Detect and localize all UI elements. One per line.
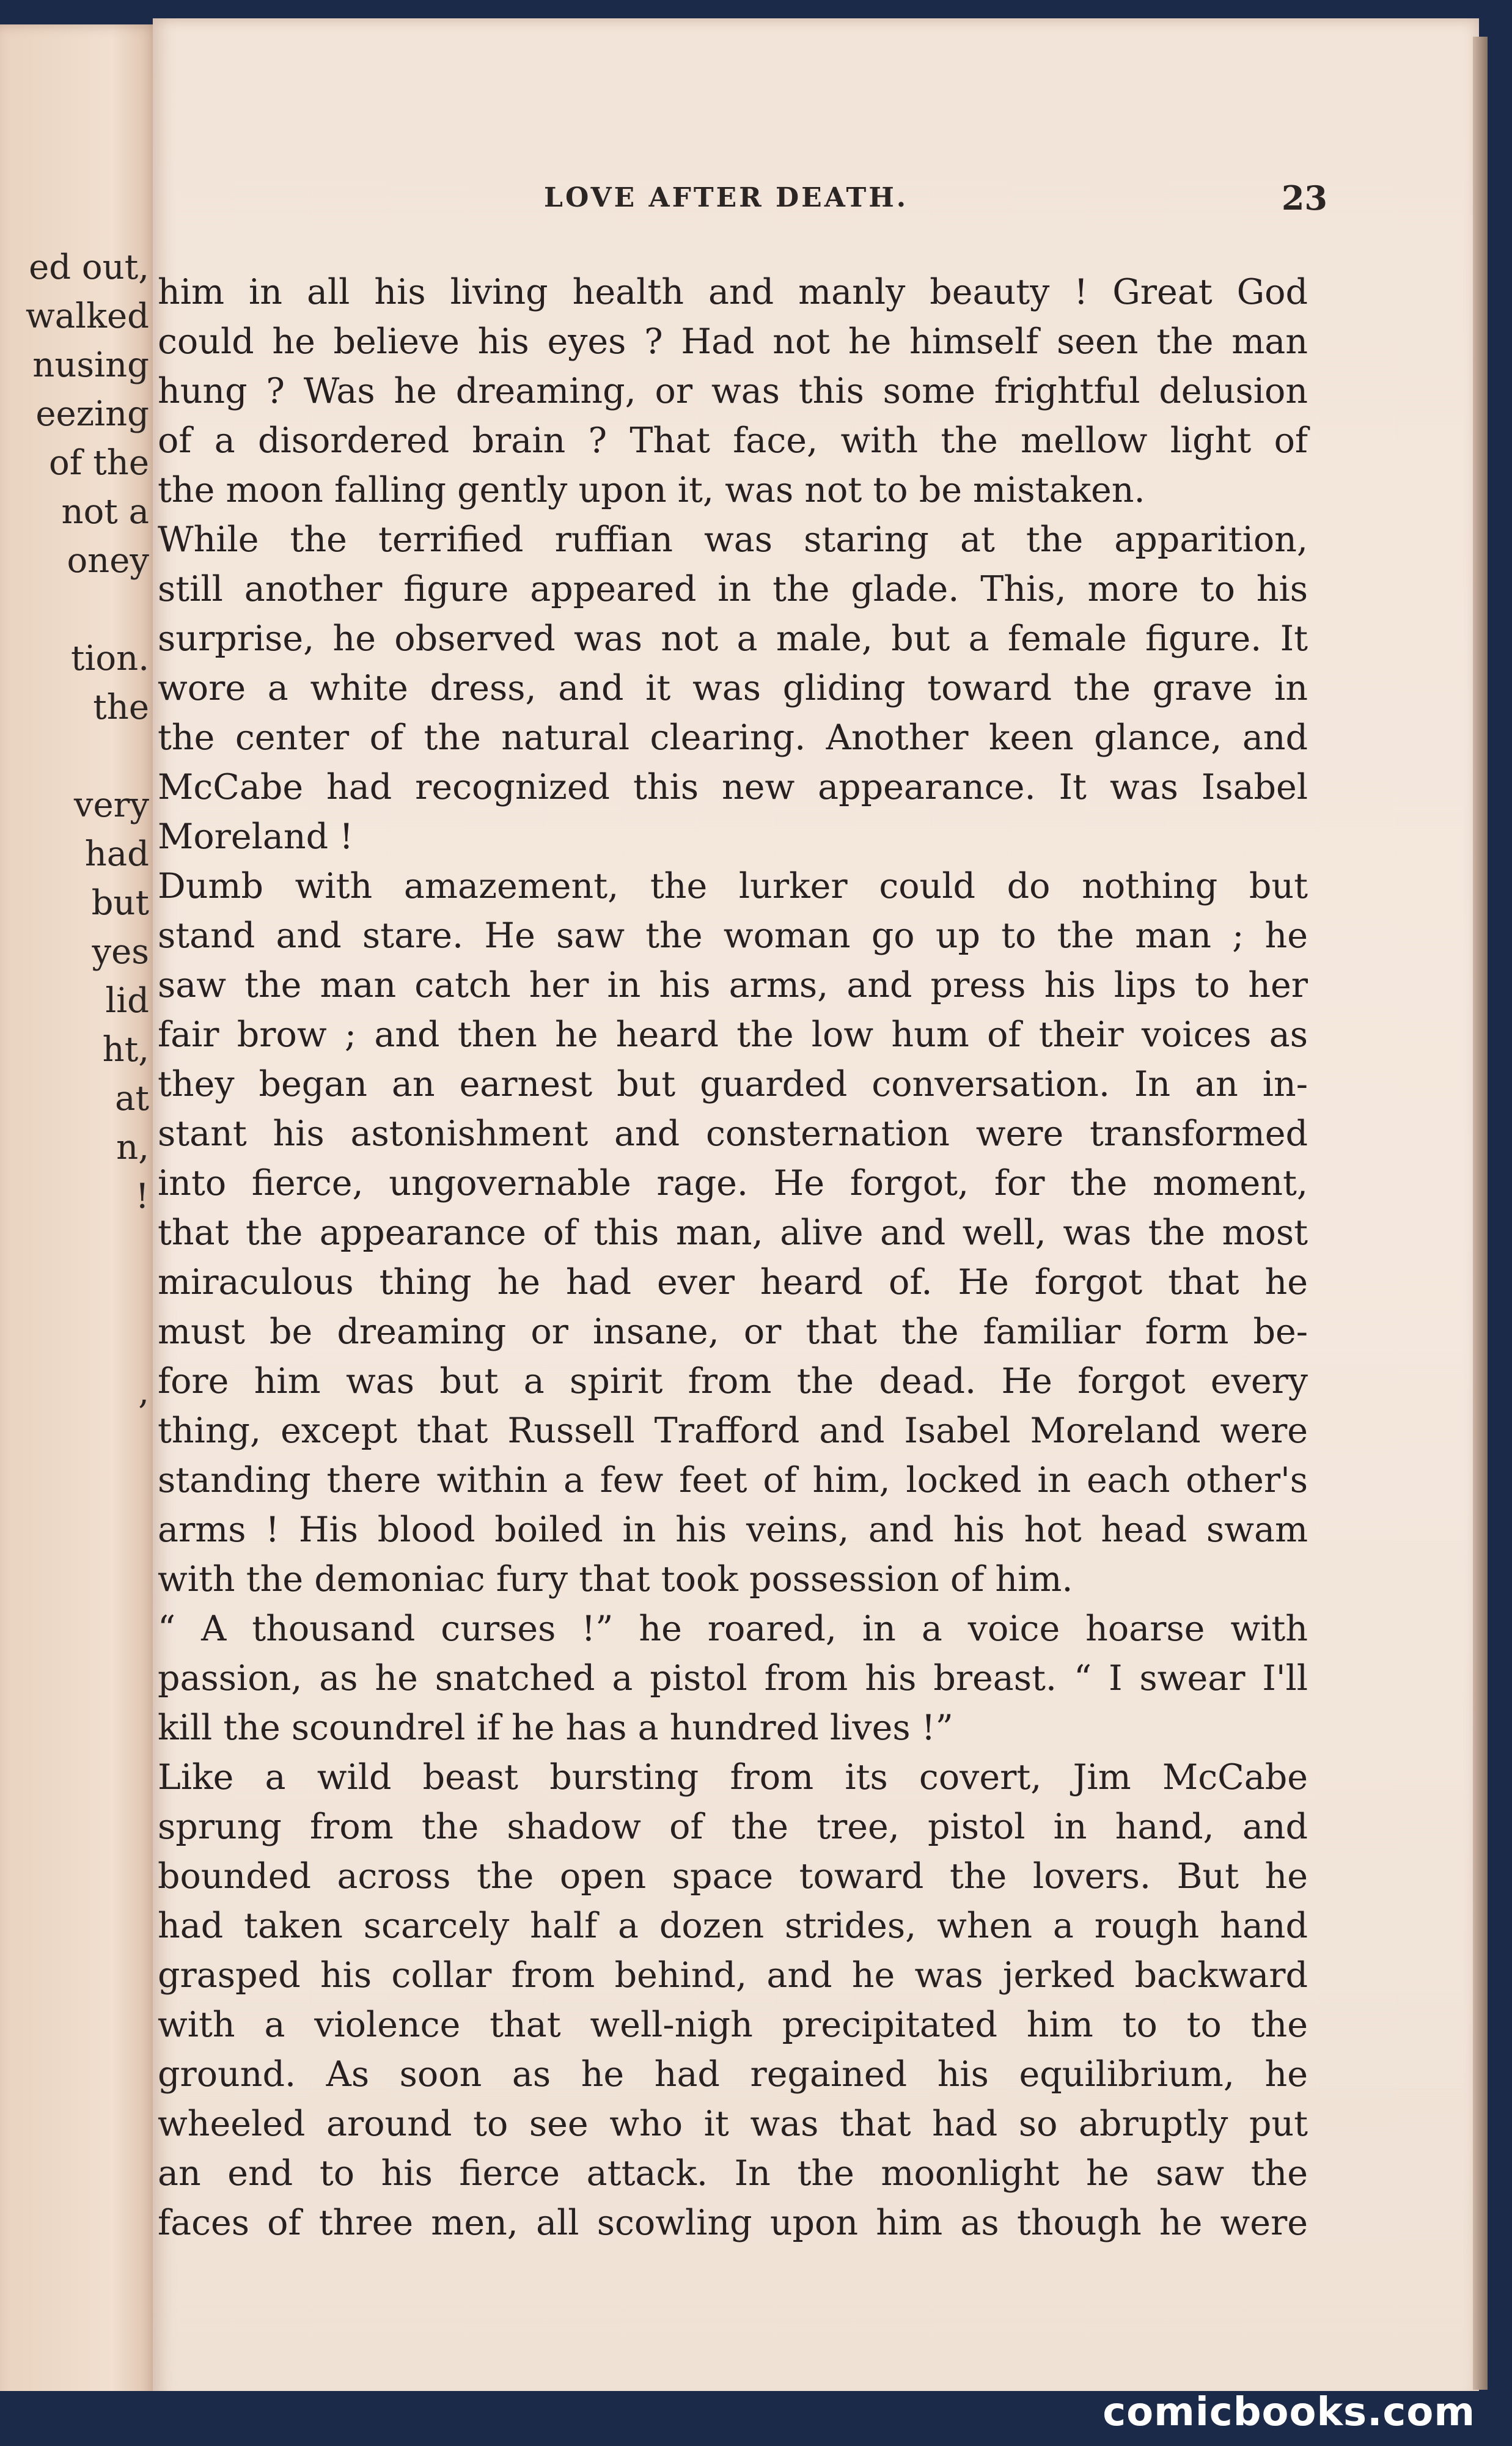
text-line: the center of the natural clearing. Another keen glance, and — [158, 718, 1308, 758]
text-line: grasped his collar from behind, and he was jerked backward — [158, 1955, 1308, 1996]
text-line: wheeled around to see who it was that had so abruptly put — [158, 2104, 1308, 2144]
left-fragment-line: n, — [116, 1128, 149, 1167]
left-fragment-line: but — [91, 883, 149, 923]
text-line: standing there within a few feet of him, locked in each other's — [158, 1460, 1308, 1500]
text-line: an end to his fierce attack. In the moonlight he saw the — [158, 2153, 1308, 2194]
text-line: with a violence that well-nigh precipitated him to to the — [158, 2005, 1308, 2045]
book-page — [153, 18, 1479, 2402]
left-fragment-line: eezing — [35, 394, 149, 434]
left-fragment-line: of the — [49, 443, 149, 483]
left-fragment-line: , — [138, 1372, 149, 1412]
text-line: fair brow ; and then he heard the low hum of their voices as — [158, 1015, 1308, 1055]
left-fragment-line: at — [115, 1079, 149, 1118]
left-fragment-line: walked — [25, 296, 149, 336]
text-line: arms ! His blood boiled in his veins, and his hot head swam — [158, 1510, 1308, 1550]
text-line: with the demoniac fury that took possession of him. — [158, 1559, 1073, 1599]
text-line: Dumb with amazement, the lurker could do nothing but — [158, 866, 1308, 906]
page-number: 23 — [1281, 178, 1327, 218]
text-line: While the terrified ruffian was staring at the apparition, — [158, 520, 1308, 560]
text-line: him in all his living health and manly beauty ! Great God — [158, 272, 1308, 312]
text-line: stant his astonishment and consternation were transformed — [158, 1114, 1308, 1154]
left-fragment-line: ! — [135, 1177, 149, 1216]
text-line: fore him was but a spirit from the dead. He forgot every — [158, 1361, 1308, 1401]
text-line: wore a white dress, and it was gliding toward the grave in — [158, 668, 1308, 708]
page-header — [153, 178, 1479, 225]
text-line: into fierce, ungovernable rage. He forgot, for the moment, — [158, 1163, 1308, 1203]
text-line: sprung from the shadow of the tree, pistol in hand, and — [158, 1807, 1308, 1847]
text-line: still another figure appeared in the glade. This, more to his — [158, 569, 1308, 609]
text-line: must be dreaming or insane, or that the familiar form be- — [158, 1312, 1308, 1352]
left-fragment-line: very — [73, 785, 149, 825]
text-line: stand and stare. He saw the woman go up to the man ; he — [158, 916, 1308, 956]
left-fragment-line: tion. — [71, 639, 149, 678]
text-line: Like a wild beast bursting from its covert, Jim McCabe — [158, 1757, 1308, 1798]
text-line: surprise, he observed was not a male, but a female figure. It — [158, 619, 1308, 659]
left-fragment-line: yes — [92, 932, 149, 972]
left-fragment-line: not a — [61, 492, 149, 532]
left-fragment-line: the — [93, 688, 149, 727]
text-line: McCabe had recognized this new appearance. It was Isabel — [158, 767, 1308, 807]
text-line: saw the man catch her in his arms, and press his lips to her — [158, 965, 1308, 1005]
text-line: they began an earnest but guarded conversation. In an in- — [158, 1064, 1308, 1104]
left-fragment-line: oney — [67, 541, 149, 581]
text-line: faces of three men, all scowling upon him as though he were — [158, 2203, 1308, 2243]
text-line: passion, as he snatched a pistol from his breast. “ I swear I'll — [158, 1658, 1308, 1699]
text-line: bounded across the open space toward the lovers. But he — [158, 1856, 1308, 1897]
left-fragment-line: ed out, — [29, 248, 149, 287]
text-line: of a disordered brain ? That face, with the mellow light of — [158, 421, 1308, 461]
text-line: the moon falling gently upon it, was not to be mistaken. — [158, 470, 1145, 510]
left-fragment-line: nusing — [32, 345, 149, 385]
watermark: comicbooks.com — [1103, 2390, 1475, 2435]
text-line: hung ? Was he dreaming, or was this some frightful delusion — [158, 371, 1308, 411]
left-page-fragment — [0, 24, 160, 2408]
text-line: “ A thousand curses !” he roared, in a voice hoarse with — [158, 1609, 1308, 1649]
running-title: LOVE AFTER DEATH. — [544, 182, 909, 213]
text-line: ground. As soon as he had regained his equilibrium, he — [158, 2054, 1308, 2095]
text-line: Moreland ! — [158, 817, 354, 857]
footer-band — [0, 2391, 1512, 2446]
left-fragment-line: ht, — [102, 1030, 149, 1070]
text-line: had taken scarcely half a dozen strides, when a rough hand — [158, 1906, 1308, 1946]
page-edge — [1473, 37, 1488, 2390]
text-line: could he believe his eyes ? Had not he himself seen the man — [158, 321, 1308, 362]
text-line: thing, except that Russell Trafford and Isabel Moreland were — [158, 1411, 1308, 1451]
text-line: that the appearance of this man, alive and well, was the most — [158, 1213, 1308, 1253]
left-fragment-line: lid — [105, 981, 149, 1021]
text-line: miraculous thing he had ever heard of. He forgot that he — [158, 1262, 1308, 1302]
text-line: kill the scoundrel if he has a hundred lives !” — [158, 1708, 953, 1748]
left-fragment-line: had — [84, 834, 149, 874]
